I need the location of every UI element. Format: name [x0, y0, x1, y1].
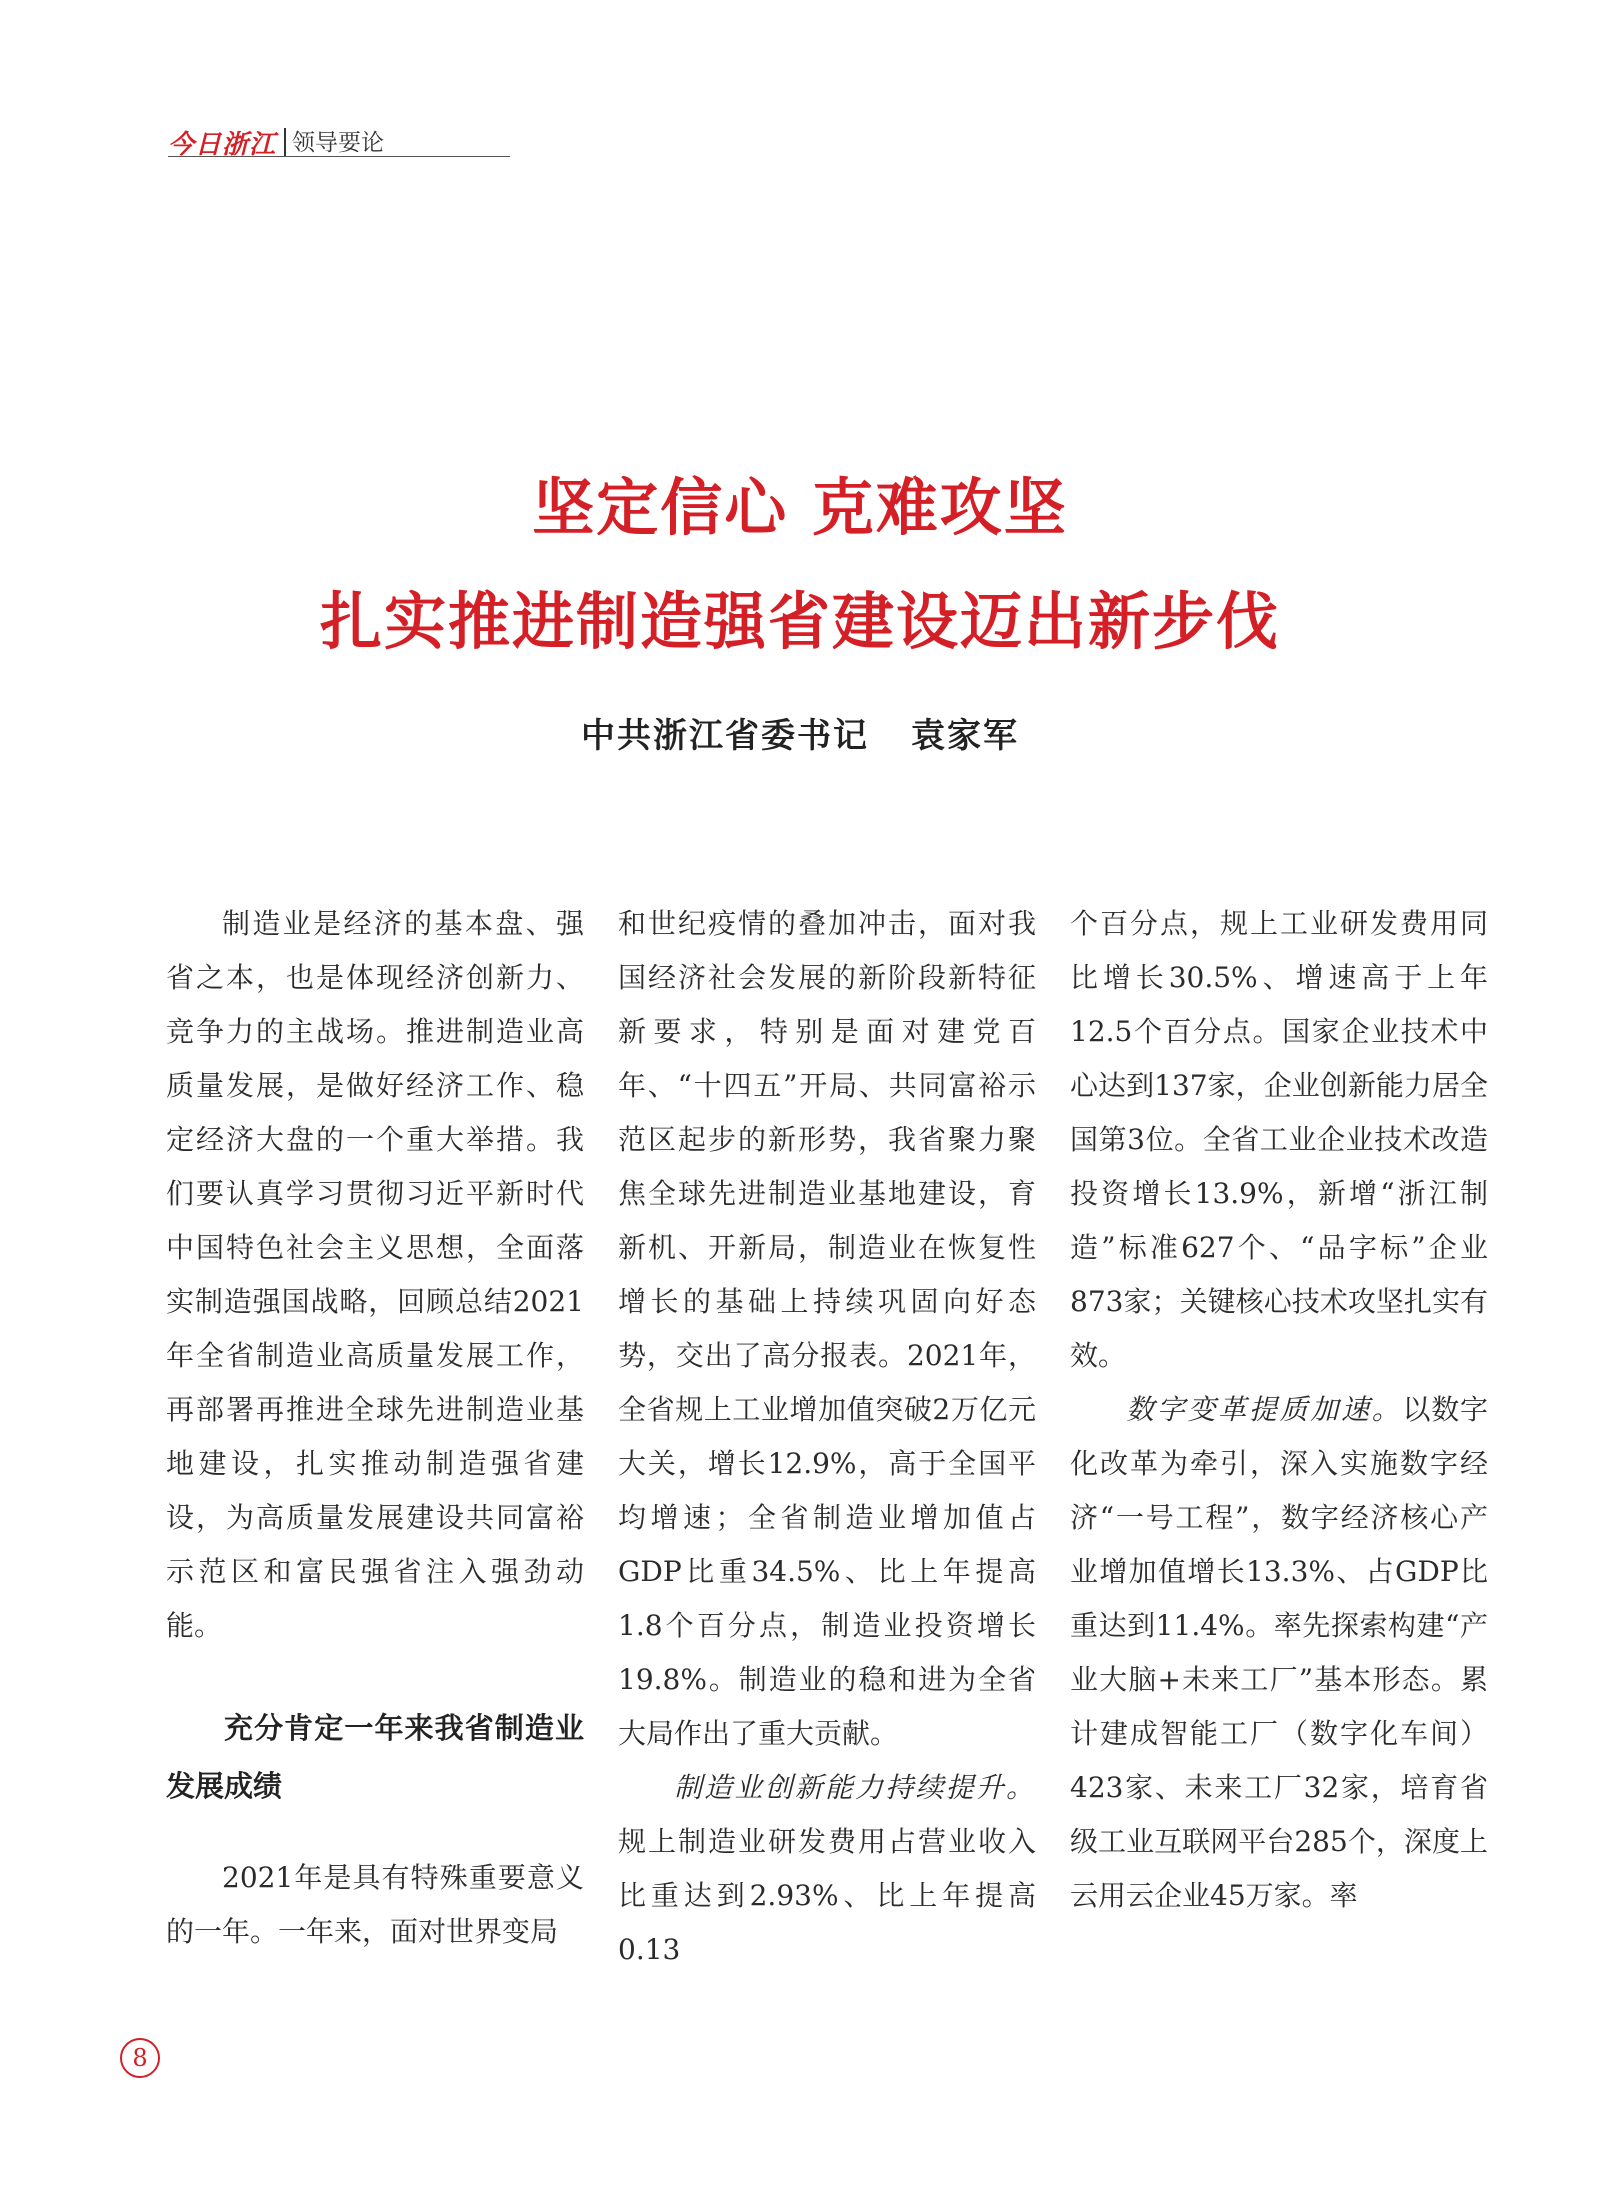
lead-phrase: 数字变革提质加速。: [1126, 1393, 1403, 1426]
article-title-line2: 扎实推进制造强省建设迈出新步伐: [319, 585, 1280, 658]
paragraph: [1070, 1383, 1488, 1923]
lead-phrase: 制造业创新能力持续提升。: [674, 1771, 1036, 1804]
text-column-1: [166, 897, 584, 1959]
paragraph: [618, 1761, 1036, 1977]
author-position: 中共浙江省委书记: [581, 716, 869, 756]
paragraph-text: 以数字化改革为牵引，深入实施数字经济“一号工程”，数字经济核心产业增加值增长13.3%、占GDP比重达到11.4%。率先探索构建“产业大脑+未来工厂”基本形态。累计建成智能工厂（数字化车间）423家、未来工厂32家，培育省级工业互联网平台285个，深度上云用云企业45万家。率: [1070, 1393, 1488, 1912]
page-number: 8: [120, 2038, 160, 2078]
text-column-3: [1070, 897, 1488, 1923]
paragraph-text: 规上制造业研发费用占营业收入比重达到2.93%、比上年提高0.13: [618, 1825, 1036, 1966]
section-label: 领导要论: [292, 130, 384, 156]
header-divider: [284, 128, 286, 156]
author-byline: [0, 708, 1600, 757]
section-subheading: 充分肯定一年来我省制造业发展成绩: [166, 1711, 584, 1803]
paragraph: 2021年是具有特殊重要意义的一年。一年来，面对世界变局: [166, 1861, 584, 1948]
paragraph: 和世纪疫情的叠加冲击，面对我国经济社会发展的新阶段新特征新要求，特别是面对建党百年、“十四五”开局、共同富裕示范区起步的新形势，我省聚力聚焦全球先进制造业基地建设，育新机、开新局，制造业在恢复性增长的基础上持续巩固向好态势，交出了高分报表。2021年，全省规上工业增加值突破2万亿元大关，增长12.9%，高于全国平均增速；全省制造业增加值占GDP比重34.5%、比上年提高1.8个百分点，制造业投资增长19.8%。制造业的稳和进为全省大局作出了重大贡献。: [618, 907, 1036, 1750]
text-column-2: [618, 897, 1036, 1977]
paragraph: 制造业是经济的基本盘、强省之本，也是体现经济创新力、竞争力的主战场。推进制造业高质量发展，是做好经济工作、稳定经济大盘的一个重大举措。我们要认真学习贯彻习近平新时代中国特色社会主义思想，全面落实制造强国战略，回顾总结2021年全省制造业高质量发展工作，再部署再推进全球先进制造业基地建设，扎实推动制造强省建设，为高质量发展建设共同富裕示范区和富民强省注入强劲动能。: [166, 907, 584, 1642]
article-title-line1: 坚定信心 克难攻坚: [532, 471, 1068, 544]
paragraph: 个百分点，规上工业研发费用同比增长30.5%、增速高于上年12.5个百分点。国家企业技术中心达到137家，企业创新能力居全国第3位。全省工业企业技术改造投资增长13.9%，新增“浙江制造”标准627个、“品字标”企业873家；关键核心技术攻坚扎实有效。: [1070, 907, 1488, 1372]
author-name: 袁家军: [911, 716, 1019, 756]
magazine-logo: 今日浙江: [168, 130, 277, 160]
page-header: [168, 120, 510, 160]
